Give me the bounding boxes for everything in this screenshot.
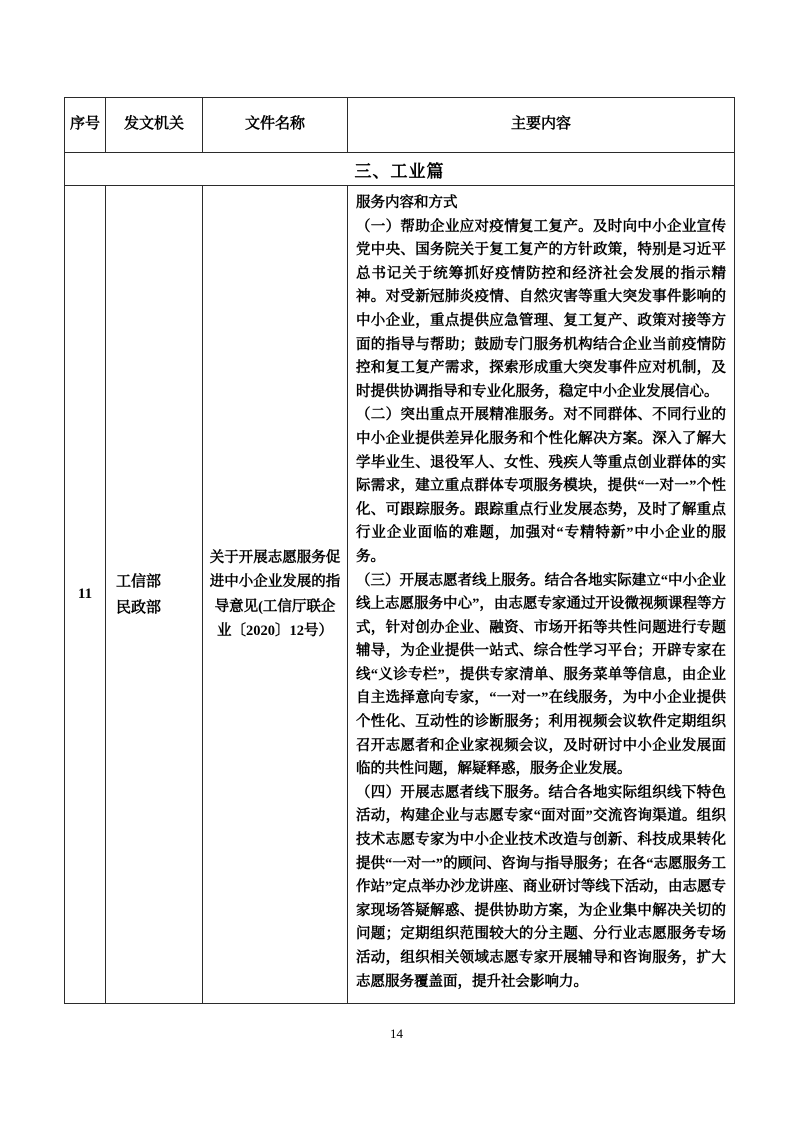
main-content-cell [348,186,735,1004]
serial-number-cell: 11 [65,186,106,1004]
policy-summary-table [64,97,735,1004]
content-paragraph-2: （二）突出重点开展精准服务。对不同群体、不同行业的中小企业提供差异化服务和个性化解决方案。深入了解大学毕业生、退役军人、女性、残疾人等重点创业群体的实际需求，建立重点群体专项服务模块，提供“一对一”个性化、可跟踪服务。跟踪重点行业发展态势，及时了解重点行业企业面临的难题，加强对“专精特新”中小企业的服务。 [356,407,726,565]
column-header-main-content: 主要内容 [348,98,735,153]
table-header-row [65,98,735,153]
content-paragraph-4: （四）开展志愿者线下服务。结合各地实际组织线下特色活动，构建企业与志愿专家“面对面”交流咨询渠道。组织技术志愿专家为中小企业技术改造与创新、科技成果转化提供“一对一”的顾问、咨询与指导服务；在各“志愿服务工作站”定点举办沙龙讲座、商业研讨等线下活动，由志愿专家现场答疑解惑、提供协助方案，为企业集中解决关切的问题；定期组织范围较大的分主题、分行业志愿服务专场活动，组织相关领域志愿专家开展辅导和咨询服务，扩大志愿服务覆盖面，提升社会影响力。 [356,784,726,990]
page-number: 14 [390,1026,403,1041]
column-header-issuing-agency: 发文机关 [106,98,203,153]
section-banner-row [65,153,735,186]
section-title: 三、工业篇 [65,153,735,186]
agency-line: 工信部 [116,573,162,590]
column-header-serial-no: 序号 [65,98,106,153]
document-title-cell: 关于开展志愿服务促进中小企业发展的指导意见(工信厅联企业〔2020〕12号） [203,186,348,1004]
column-header-document-name: 文件名称 [203,98,348,153]
content-paragraph-1: （一）帮助企业应对疫情复工复产。及时向中小企业宣传党中央、国务院关于复工复产的方针政策，特别是习近平总书记关于统筹抓好疫情防控和经济社会发展的指示精神。对受新冠肺炎疫情、自然灾害等重大突发事件影响的中小企业，重点提供应急管理、复工复产、政策对接等方面的指导与帮助；鼓励专门服务机构结合企业当前疫情防控和复工复产需求，探索形成重大突发事件应对机制，及时提供协调指导和专业化服务，稳定中小企业发展信心。 [356,218,726,400]
content-paragraph-3: （三）开展志愿者线上服务。结合各地实际建立“中小企业线上志愿服务中心”，由志愿专家通过开设微视频课程等方式，针对创办企业、融资、市场开拓等共性问题进行专题辅导，为企业提供一站式、综合性学习平台；开辟专家在线“义诊专栏”，提供专家清单、服务菜单等信息，由企业自主选择意向专家，“一对一”在线服务，为中小企业提供个性化、互动性的诊断服务；利用视频会议软件定期组织召开志愿者和企业家视频会议，及时研讨中小企业发展面临的共性问题，解疑释惑，服务企业发展。 [356,572,726,778]
table-row [65,186,735,1004]
agency-line: 民政部 [116,599,162,616]
issuing-agency-cell [106,186,203,1004]
content-heading: 服务内容和方式 [356,195,458,211]
